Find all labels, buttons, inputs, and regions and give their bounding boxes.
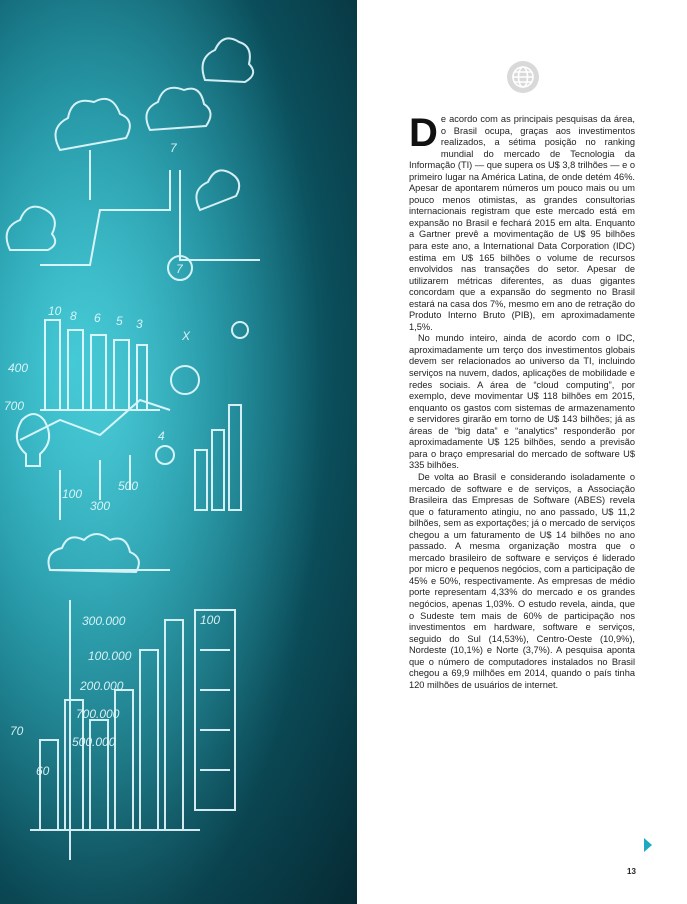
chart-label: 7: [170, 141, 177, 155]
chart-label: 5: [116, 314, 123, 328]
chart-label: X: [182, 329, 191, 343]
chart-label: 60: [36, 764, 50, 778]
drop-cap: D: [409, 111, 438, 155]
article-paragraph: De volta ao Brasil e considerando isoladamente o mercado de software e de serviços, a Associação Brasileira das Empresas de Software (ABES) revela que o faturamento atingiu, no ano passado, U$ 11,2 bilhões, sem as exportações; já o mercado de serviços chegou a um faturamento de U$ 14 bilhões no ano passado. A mesma organização mostra que o mercado brasileiro de software e serviços é liderado por micro e pequenos negócios, com a participação de 45% e 50%, respectivamente. As empresas de médio porte representam 4,33% do mercado e os grandes negócios, apenas 1,03%. O estudo revela, ainda, que o Sudeste tem mais de 60% de participação nos investimentos em hardware, software e serviços, seguido do Sul (14,53%), Centro-Oeste (10,9%), Nordeste (10,1%) e Norte (3,7%). A pesquisa aponta que o número de computadores instalados no Brasil chegou a 69,9 milhões em 2014, quando o país tinha 120 milhões de usuários de internet.: [409, 471, 635, 690]
chart-label: 300: [90, 499, 111, 513]
chart-label: 3: [136, 317, 143, 331]
article-paragraph: No mundo inteiro, ainda de acordo com o IDC, aproximadamente um terço dos investimentos globais devem ser relacionados ao universo da TI, incluindo serviços na nuvem, dados, aplicações de mobilidade e redes sociais. A área de “cloud computing”, por exemplo, deve movimentar U$ 118 bilhões em 2015, enquanto os gastos com sistemas de armazenamento e servidores girarão em torno de U$ 143 bilhões; já as áreas de “big data” e “analytics” responderão por aproximadamente U$ 125 bilhões, sendo a previsão para o braço empresarial do mercado de software U$ 335 bilhões.: [409, 333, 635, 471]
chart-label: 100.000: [88, 649, 132, 663]
article-paragraph: [409, 111, 635, 333]
chart-label: 300.000: [82, 614, 126, 628]
chart-label: 10: [48, 304, 62, 318]
paragraph-text: e acordo com as principais pesquisas da área, o Brasil ocupa, graças aos investimentos realizados, a sétima posição no ranking mundial do mercado de Tecnologia da Informação (TI) — que supera os U$ 3,8 trilhões — e o primeiro lugar na América Latina, de onde detém 46%. Apesar de apontarem números um pouco mais ou um pouco menos otimistas, as grandes consultorias internacionais registram que este mercado está em expansão no Brasil e fechará 2015 em alta. Enquanto a Gartner prevê a movimentação de U$ 95 bilhões para este ano, a International Data Corporation (IDC) estima em U$ 165 bilhões o volume de recursos envolvidos nas transações do setor. Apesar de utilizarem métricas diferentes, as duas gigantes concordam que a expansão do segmento no Brasil estará na casa dos 7%, mesmo em ano de retração do Produto Interno Bruto (PIB), em aproximadamente 1,5%.: [409, 114, 635, 332]
chart-label: 70: [10, 724, 24, 738]
chart-label: 6: [94, 311, 101, 325]
chart-label: 100: [62, 487, 83, 501]
chart-label: 400: [8, 361, 29, 375]
chart-label: 700: [4, 399, 25, 413]
article-body: [409, 111, 635, 691]
next-page-arrow-icon[interactable]: [644, 838, 652, 852]
chart-label: 500: [118, 479, 139, 493]
chart-label: 7: [176, 262, 183, 276]
chart-label: 100: [200, 613, 221, 627]
globe-icon: [506, 60, 540, 94]
chart-label: 200.000: [80, 679, 124, 693]
chart-label: 4: [158, 429, 165, 443]
chart-label: 700.000: [76, 707, 120, 721]
chart-label: 500.000: [72, 735, 116, 749]
chart-label: 8: [70, 309, 77, 323]
page-number: 13: [627, 867, 636, 876]
